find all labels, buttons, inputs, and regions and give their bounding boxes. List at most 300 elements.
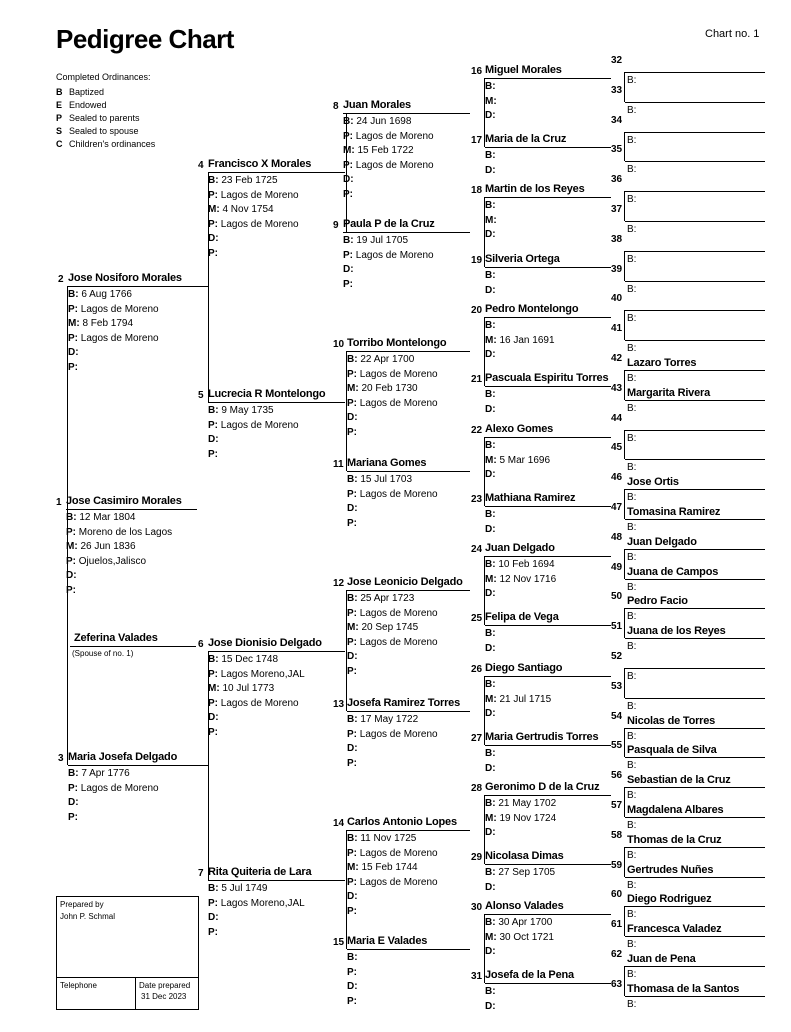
name-line [485, 267, 611, 268]
person-name: Mariana Gomes [347, 457, 427, 469]
name-line [68, 765, 208, 766]
connector-line [484, 795, 485, 864]
person-name: Juan Delgado [627, 535, 697, 548]
fact-value: Ojuelos,Jalisco [78, 555, 147, 567]
fact-value: Lagos de Moreno [359, 636, 438, 648]
fact-value: 23 Feb 1725 [221, 175, 278, 186]
fact-value: 10 Feb 1694 [498, 559, 555, 570]
person-number: 5 [198, 390, 204, 401]
fact-label: B: [485, 200, 496, 211]
person-number: 24 [471, 544, 483, 555]
person-name: Diego Rodriguez [627, 893, 712, 906]
fact-label: P: [347, 517, 357, 529]
name-line [625, 668, 765, 669]
fact-label: B: [627, 879, 637, 891]
fact-row [347, 713, 418, 726]
fact-row [208, 682, 274, 695]
person-name: Mathiana Ramirez [485, 492, 576, 504]
name-line [625, 757, 765, 758]
fact-label: B: [347, 474, 358, 485]
fact-row [485, 439, 496, 452]
person-number: 22 [471, 425, 483, 436]
name-line [485, 983, 611, 984]
person-name: Pascuala Espiritu Torres [485, 372, 609, 384]
fact-label: P: [68, 303, 78, 315]
person-number: 3 [58, 753, 64, 764]
fact-label: P: [347, 665, 357, 677]
connector-line [624, 310, 625, 340]
person-number: 44 [611, 412, 623, 424]
name-line [485, 437, 611, 438]
fact-value: Lagos de Moreno [355, 159, 434, 171]
fact-label: M: [485, 95, 497, 107]
person-number: 53 [611, 680, 623, 692]
person-number: 2 [58, 274, 64, 285]
fact-value: Lagos de Moreno [220, 697, 299, 709]
fact-label: B: [627, 820, 637, 831]
fact-row [485, 627, 496, 640]
person-name: Juan Morales [343, 99, 411, 111]
fact-label: B: [485, 679, 496, 690]
legend-heading: Completed Ordinances: [56, 72, 151, 82]
fact-label: M: [485, 573, 497, 585]
name-line [343, 113, 470, 114]
fact-label: B: [485, 509, 496, 520]
fact-label: P: [343, 188, 353, 200]
fact-value: Lagos de Moreno [359, 397, 438, 409]
fact-row [485, 508, 496, 521]
fact-label: B: [347, 833, 358, 844]
fact-row [347, 905, 357, 918]
person-name: Margarita Rivera [627, 386, 711, 399]
person-name: Thomasa de la Santos [627, 982, 740, 995]
connector-line [624, 608, 625, 638]
person-name: Maria E Valades [347, 935, 428, 947]
person-number: 52 [611, 651, 623, 662]
chart-number: Chart no. 1 [705, 28, 760, 40]
person-number: 9 [333, 220, 339, 231]
fact-row [208, 189, 299, 202]
fact-row [485, 762, 496, 775]
fact-value: 7 Apr 1776 [81, 768, 130, 779]
fact-label: D: [485, 827, 496, 838]
fact-label: P: [347, 488, 357, 500]
fact-row [485, 881, 496, 894]
fact-label: M: [347, 383, 359, 394]
name-line [485, 795, 611, 796]
fact-label: D: [208, 912, 219, 923]
fact-label: M: [347, 622, 359, 633]
fact-row [485, 707, 496, 720]
fact-label: D: [485, 881, 496, 893]
person-name: Martin de los Reyes [485, 183, 585, 195]
fact-value: 27 Sep 1705 [498, 867, 556, 878]
fact-value: 11 Nov 1725 [360, 833, 417, 844]
fact-label: B: [627, 402, 637, 414]
fact-row [208, 174, 278, 187]
fact-row [208, 697, 299, 710]
fact-value: 12 Mar 1804 [79, 512, 136, 523]
fact-value: 4 Nov 1754 [222, 204, 274, 215]
fact-label: B: [627, 462, 637, 474]
name-line [485, 556, 611, 557]
fact-label: B: [627, 969, 637, 980]
page-title: Pedigree Chart [56, 24, 234, 54]
fact-label: P: [68, 782, 78, 794]
person-number: 32 [611, 55, 623, 66]
fact-label: B: [485, 748, 496, 759]
name-line [625, 489, 765, 490]
fact-label: M: [485, 334, 497, 346]
connector-line [624, 191, 625, 221]
fact-label: D: [347, 651, 358, 662]
person-number: 13 [333, 699, 345, 710]
person-number: 26 [471, 664, 483, 675]
fact-row [485, 693, 551, 706]
connector-line [484, 676, 485, 745]
fact-value: 15 Feb 1722 [357, 145, 414, 156]
fact-label: B: [627, 313, 637, 325]
fact-label: P: [66, 555, 76, 567]
fact-value: Lagos de Moreno [220, 218, 299, 230]
fact-label: D: [485, 229, 496, 240]
person-name: Pedro Facio [627, 595, 688, 608]
fact-row [347, 411, 358, 424]
person-number: 51 [611, 621, 623, 633]
fact-label: D: [485, 469, 496, 480]
fact-label: M: [208, 683, 220, 694]
fact-row [485, 95, 497, 108]
fact-row [66, 526, 172, 539]
fact-label: B: [208, 654, 219, 665]
fact-value: Lagos de Moreno [80, 782, 159, 794]
fact-label: B: [343, 116, 354, 127]
name-line [625, 608, 765, 609]
fact-row [347, 502, 358, 515]
fact-row [485, 199, 496, 212]
person-number: 15 [333, 937, 345, 948]
fact-label: B: [627, 194, 637, 206]
prepared-box [56, 896, 199, 1010]
fact-label: P: [68, 332, 78, 344]
person-number: 38 [611, 233, 623, 245]
fact-row [485, 985, 496, 998]
fact-label: B: [485, 389, 496, 400]
person-number: 10 [333, 339, 345, 350]
fact-row [208, 711, 219, 724]
fact-row [343, 249, 434, 262]
fact-label: B: [627, 849, 637, 861]
connector-line [346, 590, 347, 711]
fact-row [485, 214, 497, 227]
connector-line [484, 556, 485, 625]
fact-row [208, 448, 218, 461]
fact-row [347, 832, 416, 845]
connector-line [346, 113, 347, 232]
fact-label: P: [208, 189, 218, 201]
fact-label: B: [627, 75, 637, 86]
fact-value: Moreno de los Lagos [78, 526, 173, 538]
fact-row [343, 130, 434, 143]
name-line [625, 579, 765, 580]
fact-row [68, 811, 78, 824]
fact-row [485, 109, 496, 122]
fact-row [343, 188, 353, 201]
name-line [625, 370, 765, 371]
person-number: 50 [611, 591, 623, 603]
name-line [208, 172, 345, 173]
fact-label: P: [208, 247, 218, 259]
fact-label: D: [485, 708, 496, 719]
fact-value: 9 May 1735 [221, 405, 274, 416]
fact-label: D: [485, 1000, 496, 1012]
connector-line [484, 78, 485, 147]
person-number: 62 [611, 949, 623, 960]
connector-line [624, 906, 625, 936]
fact-row [343, 234, 408, 247]
fact-row [485, 388, 496, 401]
person-number: 29 [471, 852, 483, 863]
fact-label: P: [347, 607, 357, 619]
fact-row [485, 558, 555, 571]
fact-label: M: [485, 454, 497, 466]
name-line [66, 509, 197, 510]
fact-value: 22 Apr 1700 [360, 354, 415, 365]
connector-line [67, 286, 68, 765]
fact-label: D: [343, 174, 354, 185]
name-line [625, 966, 765, 967]
person-number: 59 [611, 859, 623, 871]
fact-row [343, 173, 354, 186]
person-number: 46 [611, 472, 623, 484]
name-line [625, 906, 765, 907]
connector-line [208, 172, 209, 402]
spouse-note: (Spouse of no. 1) [72, 649, 134, 658]
fact-label: B: [627, 760, 637, 772]
person-name: Paula P de la Cruz [343, 218, 435, 230]
fact-row [485, 468, 496, 481]
connector-line [624, 549, 625, 579]
person-name: Josefa Ramirez Torres [347, 697, 460, 709]
fact-label: B: [627, 790, 637, 802]
name-line [625, 72, 765, 73]
connector-line [484, 914, 485, 983]
fact-label: D: [347, 412, 358, 423]
fact-value: Lagos de Moreno [359, 728, 438, 740]
fact-label: B: [485, 559, 496, 570]
fact-row [208, 897, 305, 910]
person-name: Sebastian de la Cruz [627, 774, 731, 787]
fact-row [485, 678, 496, 691]
connector-line [346, 830, 347, 949]
connector-line [484, 197, 485, 267]
person-name: Thomas de la Cruz [627, 833, 722, 846]
fact-row [485, 334, 555, 347]
fact-label: D: [485, 588, 496, 599]
person-number: 34 [611, 114, 623, 126]
fact-label: B: [627, 134, 637, 146]
person-name: Maria Josefa Delgado [68, 751, 178, 763]
telephone-label: Telephone [60, 981, 97, 990]
fact-value: 10 Jul 1773 [222, 683, 275, 694]
fact-label: P: [347, 728, 357, 740]
fact-value: Lagos de Moreno [359, 607, 438, 619]
fact-value: 6 Aug 1766 [81, 289, 132, 300]
fact-row [347, 426, 357, 439]
fact-row [208, 882, 268, 895]
fact-row [347, 353, 414, 366]
fact-value: 17 May 1722 [360, 714, 419, 725]
fact-row [66, 540, 136, 553]
fact-row [485, 228, 496, 241]
fact-row [485, 523, 496, 536]
fact-label: B: [627, 522, 637, 533]
fact-row [485, 454, 550, 467]
person-number: 55 [611, 740, 623, 752]
fact-label: P: [343, 159, 353, 171]
person-number: 8 [333, 101, 339, 112]
fact-label: B: [627, 551, 637, 563]
person-number: 43 [611, 382, 623, 394]
fact-value: 8 Feb 1794 [82, 318, 134, 329]
fact-row [347, 607, 438, 620]
fact-row [485, 587, 496, 600]
fact-label: D: [485, 523, 496, 535]
fact-label: P: [347, 995, 357, 1007]
person-number: 47 [611, 502, 623, 513]
fact-label: B: [347, 714, 358, 725]
fact-value: 15 Jul 1703 [360, 474, 413, 485]
fact-label: B: [627, 581, 637, 593]
fact-label: D: [208, 712, 219, 723]
person-name: Diego Santiago [485, 662, 563, 674]
fact-label: P: [347, 426, 357, 438]
fact-label: B: [485, 986, 496, 997]
fact-row [68, 288, 132, 301]
person-number: 27 [471, 733, 483, 744]
fact-row [485, 797, 556, 810]
fact-value: 20 Feb 1730 [361, 383, 418, 394]
person-name: Francisco X Morales [208, 158, 312, 170]
fact-label: P: [343, 249, 353, 261]
fact-label: M: [343, 145, 355, 156]
person-number: 30 [471, 902, 483, 913]
fact-row [347, 980, 358, 993]
person-number: 61 [611, 919, 623, 931]
fact-label: B: [627, 700, 637, 712]
person-number: 28 [471, 783, 483, 794]
person-number: 35 [611, 144, 623, 156]
fact-label: B: [627, 998, 637, 1010]
fact-label: B: [485, 867, 496, 878]
fact-row [66, 555, 146, 568]
person-name: Juan Delgado [485, 542, 555, 554]
name-line [485, 317, 611, 318]
name-line [625, 132, 765, 133]
fact-label: P: [347, 368, 357, 380]
person-number: 48 [611, 531, 623, 543]
person-name: Rita Quiteria de Lara [208, 866, 312, 878]
fact-label: B: [485, 798, 496, 809]
name-line [485, 78, 611, 79]
fact-label: P: [208, 218, 218, 230]
legend-item: S Sealed to spouse [56, 126, 139, 136]
fact-value: Lagos de Moreno [80, 332, 159, 344]
name-line [485, 625, 611, 626]
fact-row [343, 159, 434, 172]
fact-label: D: [485, 164, 496, 176]
connector-line [624, 430, 625, 460]
name-line [485, 506, 611, 507]
person-name: Maria Gertrudis Torres [485, 731, 599, 743]
fact-row [208, 232, 219, 245]
fact-row [485, 812, 556, 825]
fact-row [347, 650, 358, 663]
fact-row [68, 782, 159, 795]
fact-value: 19 Nov 1724 [499, 812, 557, 824]
fact-label: B: [485, 917, 496, 928]
person-number: 41 [611, 323, 623, 335]
name-line [625, 340, 765, 341]
person-number: 36 [611, 174, 623, 186]
fact-label: B: [627, 283, 637, 295]
fact-row [485, 149, 496, 162]
fact-label: M: [485, 931, 497, 943]
person-name: Alexo Gomes [485, 423, 554, 435]
name-line [625, 787, 765, 788]
fact-label: P: [343, 278, 353, 290]
fact-label: D: [66, 570, 77, 581]
name-line [347, 830, 470, 831]
name-line [485, 745, 611, 746]
fact-value: 21 May 1702 [498, 798, 557, 809]
connector-line [346, 351, 347, 471]
fact-label: D: [343, 264, 354, 275]
fact-label: B: [66, 512, 77, 523]
fact-value: 5 Mar 1696 [499, 454, 551, 466]
name-line [485, 676, 611, 677]
prepared-label: Prepared by [60, 900, 104, 909]
connector-line [624, 489, 625, 519]
person-name: Francesca Valadez [627, 923, 722, 936]
fact-label: B: [485, 628, 496, 639]
name-line [208, 880, 345, 881]
person-name: Josefa de la Pena [485, 969, 574, 981]
person-number: 1 [56, 497, 62, 508]
person-number: 58 [611, 829, 623, 841]
name-line [347, 711, 470, 712]
person-name: Carlos Antonio Lopes [347, 816, 457, 828]
name-line [625, 936, 765, 937]
person-name: Juana de Campos [627, 565, 719, 578]
fact-row [68, 767, 130, 780]
fact-row [347, 368, 438, 381]
person-name: Lucrecia R Montelongo [208, 388, 326, 400]
fact-row [208, 668, 305, 681]
name-line [347, 351, 470, 352]
name-line [625, 102, 765, 103]
name-line [347, 949, 470, 950]
fact-row [208, 433, 219, 446]
fact-row [68, 332, 159, 345]
fact-row [347, 382, 418, 395]
fact-label: B: [627, 432, 637, 444]
name-line [208, 651, 345, 652]
fact-row [347, 473, 412, 486]
fact-row [485, 945, 496, 958]
fact-row [485, 269, 496, 282]
person-number: 16 [471, 66, 483, 77]
